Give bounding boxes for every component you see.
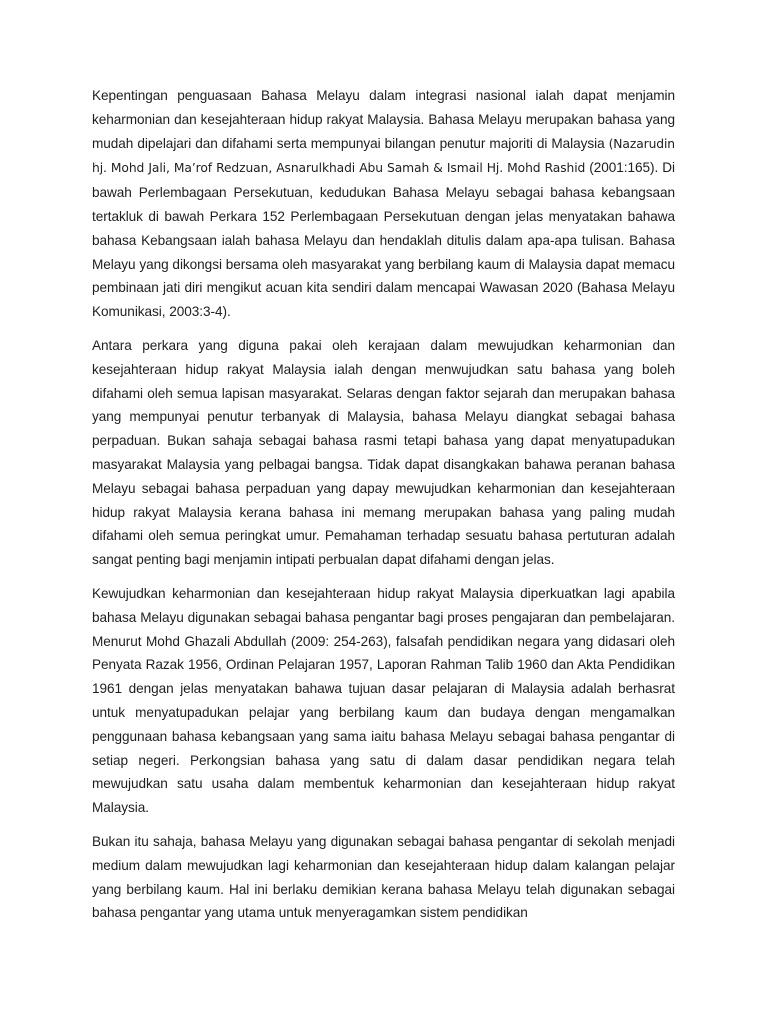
paragraph-4: Bukan itu sahaja, bahasa Melayu yang digunakan sebagai bahasa pengantar di sekolah menjadi medium dalam mewujudkan lagi keharmonian dan kesejahteraan hidup dalam kalangan pelajar yang berbilang kaum. Hal ini berlaku demikian kerana bahasa Melayu telah digunakan sebagai bahasa pengantar yang utama untuk menyeragamkan sistem pendidikan [92,833,675,921]
paragraph-1-tail-text: (2001:165). Di bawah Perlembagaan Persekutuan, kedudukan Bahasa Melayu sebagai bahasa kebangsaan tertakluk di bawah Perkara 152 Perlembagaan Persekutuan dengan jelas menyatakan bahawa bahasa Kebangsaan ialah bahasa Melayu dan hendaklah ditulis dalam apa-apa tulisan. Bahasa Melayu yang dikongsi bersama oleh masyarakat yang berbilang kaum di Malaysia dapat memacu pembinaan jati diri mengikut acuan kita sendiri dalam mencapai Wawasan 2020 (Bahasa Melayu Komunikasi, 2003:3-4). [92,160,675,320]
citation-authors: (Nazarudin hj. Mohd Jali, Ma’rof Redzuan, Asnarulkhadi Abu Samah & Ismail Hj. Mohd Rashid [92,136,675,176]
paragraph-3: Kewujudkan keharmonian dan kesejahteraan hidup rakyat Malaysia diperkuatkan lagi apabila bahasa Melayu digunakan sebagai bahasa pengantar bagi proses pengajaran dan pembelajaran. Menurut Mohd Ghazali Abdullah (2009: 254-263), falsafah pendidikan negara yang didasari oleh Penyata Razak 1956, Ordinan Pelajaran 1957, Laporan Rahman Talib 1960 dan Akta Pendidikan 1961 dengan jelas menyatakan bahawa tujuan dasar pelajaran di Malaysia adalah berhasrat untuk menyatupadukan pelajar yang berbilang kaum dan budaya dengan mengamalkan penggunaan bahasa kebangsaan yang sama iaitu bahasa Melayu sebagai bahasa pengantar di setiap negeri. Perkongsian bahasa yang satu di dalam dasar pendidikan negara telah mewujudkan satu usaha dalam membentuk keharmonian dan kesejahteraan hidup rakyat Malaysia. [92,585,675,816]
paragraph-1 [92,84,675,324]
document-page [92,84,675,935]
paragraph-2: Antara perkara yang diguna pakai oleh kerajaan dalam mewujudkan keharmonian dan kesejahteraan hidup rakyat Malaysia ialah dengan menwujudkan satu bahasa yang boleh difahami oleh semua lapisan masyarakat. Selaras dengan faktor sejarah dan merupakan bahasa yang mempunyai penutur terbanyak di Malaysia, bahasa Melayu diangkat sebagai bahasa perpaduan. Bukan sahaja sebagai bahasa rasmi tetapi bahasa yang dapat menyatupadukan masyarakat Malaysia yang pelbagai bangsa. Tidak dapat disangkakan bahawa peranan bahasa Melayu sebagai bahasa perpaduan yang dapay mewujudkan keharmonian dan kesejahteraan hidup rakyat Malaysia kerana bahasa ini memang merupakan bahasa yang paling mudah difahami oleh semua peringkat umur. Pemahaman terhadap sesuatu bahasa pertuturan adalah sangat penting bagi menjamin intipati perbualan dapat difahami dengan jelas. [92,337,675,568]
paragraph-1-lead-text: Kepentingan penguasaan Bahasa Melayu dalam integrasi nasional ialah dapat menjamin keharmonian dan kesejahteraan hidup rakyat Malaysia. Bahasa Melayu merupakan bahasa yang mudah dipelajari dan difahami serta mempunyai bilangan penutur majoriti di Malaysia [92,88,675,151]
